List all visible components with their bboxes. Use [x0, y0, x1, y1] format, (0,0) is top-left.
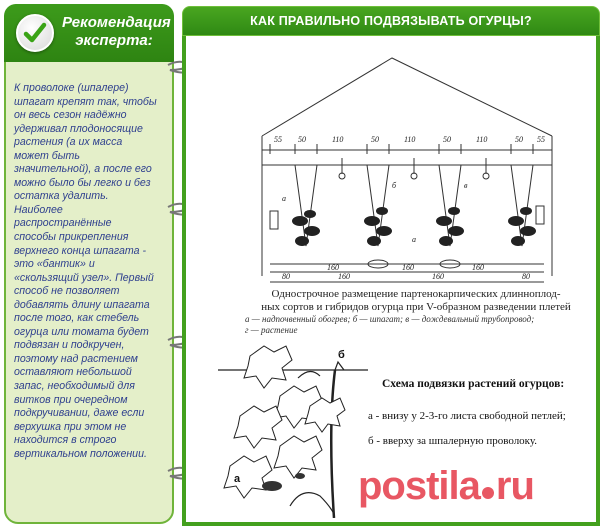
dim-label: 160: [338, 272, 350, 281]
diagram-letter: в: [464, 181, 468, 190]
watermark: [358, 464, 534, 509]
diagram-letter: а: [282, 194, 286, 203]
dim-label: 160: [472, 263, 484, 272]
sidebar-title: Рекомендация эксперта:: [62, 14, 171, 49]
dim-label: 50: [298, 135, 306, 144]
dim-label: 110: [476, 135, 488, 144]
diagram-letter: б: [392, 181, 397, 190]
checkmark-icon: [16, 14, 54, 52]
dim-label: 160: [327, 263, 339, 272]
dim-label: 50: [515, 135, 523, 144]
figure-caption: Однострочное размещение партенокарпических длинноплод- ных сортов и гибридов огурца при V-образном разведении плетей: [261, 288, 571, 313]
greenhouse-roof: [262, 58, 552, 136]
scheme-item-b: б - вверху за шпалерную проволоку.: [368, 435, 538, 447]
banner-title: КАК ПРАВИЛЬНО ПОДВЯЗЫВАТЬ ОГУРЦЫ?: [250, 14, 532, 28]
dim-label: 50: [371, 135, 379, 144]
sidebar-text: К проволоке (шпалере) шпагат крепят так, чтобы он весь сезон надёжно удерживал плодоносящие растения (а их масса может быть значительной), а после его можно было бы легко и без остатка удалить. Наиболее распространённые способы прикрепления верхнего конца шпагата - это «бантик» и «скользящий узел». Первый способ не позволяет добавлять длину шпагата после того, как стебель огурца или томата будет подвязан и подкручен, поэтому над растением оставляют небольшой запас, необходимый для витков при очередном подкручивании, даже если верхушка при этом не находится в строго вертикальном положении.: [14, 82, 157, 460]
figure-legend: а — надпочвенный обогрев; б — шпагат; в — дождевальный трубопровод; г — растение: [245, 314, 535, 335]
scheme-item-a: а - внизу у 2-3-го листа свободной петлей;: [368, 410, 566, 422]
diagram-letter: а: [412, 235, 416, 244]
planting-diagram: [192, 46, 592, 286]
dim-label: 55: [274, 135, 282, 144]
scheme-title: Схема подвязки растений огурцов:: [382, 378, 565, 390]
scheme-letter-a: а: [234, 473, 241, 485]
scheme-letter-b: б: [338, 349, 345, 361]
title-banner: [182, 6, 600, 36]
watermark-text: postila: [358, 464, 480, 508]
tied-plant-illustration: [210, 336, 370, 518]
dim-label: 160: [402, 263, 414, 272]
main-stem: [331, 370, 335, 518]
dim-label: 80: [522, 272, 530, 281]
dim-label: 160: [432, 272, 444, 281]
dim-label: 55: [537, 135, 545, 144]
dim-label: 110: [404, 135, 416, 144]
watermark-text: ru: [495, 464, 534, 508]
dim-label: 50: [443, 135, 451, 144]
dim-label: 80: [282, 272, 290, 281]
dim-label: 110: [332, 135, 344, 144]
